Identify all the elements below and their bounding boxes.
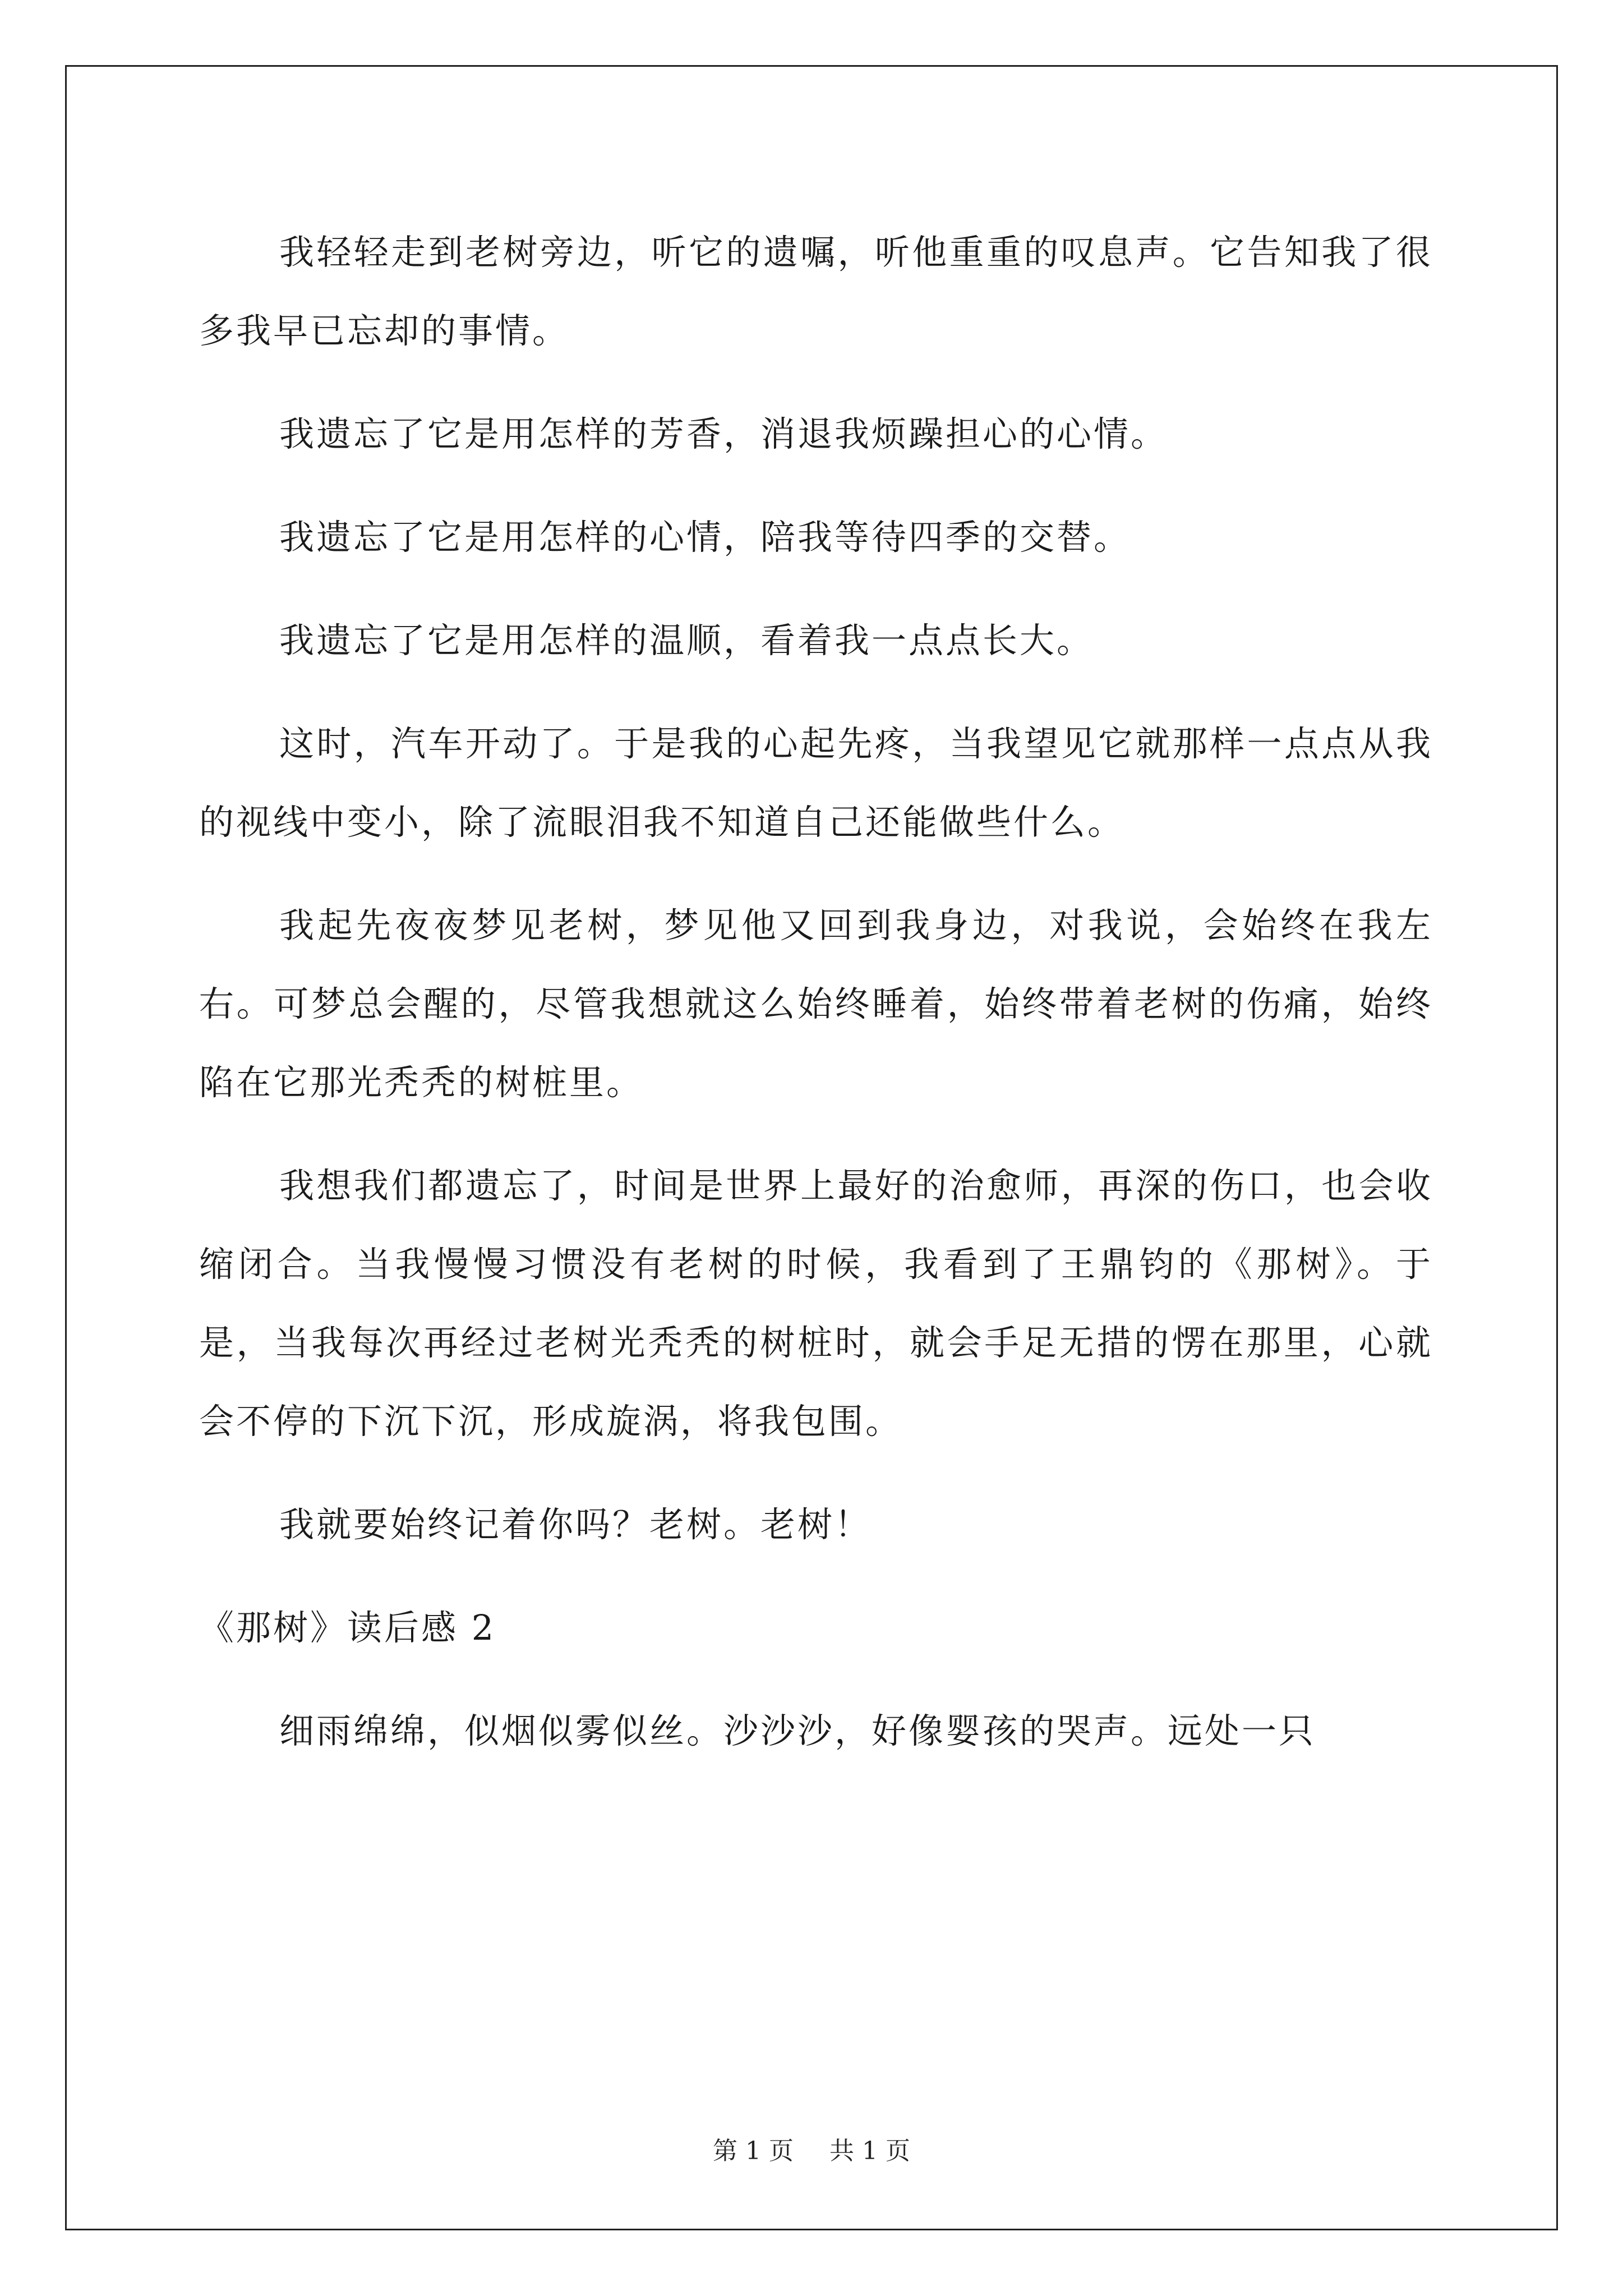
section-heading: 《那树》读后感 2 [199,1607,496,1648]
paragraph-8: 我就要始终记着你吗？老树。老树！ [279,1504,872,1545]
paragraph-5: 这时，汽车开动了。于是我的心起先疼，当我望见它就那样一点点从我的视线中变小，除了流眼泪我不知道自己还能做些什么。 [199,723,1433,843]
page-footer [0,2134,1623,2168]
paragraph-9: 细雨绵绵，似烟似雾似丝。沙沙沙，好像婴孩的哭声。远处一只 [279,1710,1316,1751]
page-total: 共 1 页 [829,2137,910,2165]
paragraph-6: 我起先夜夜梦见老树，梦见他又回到我身边，对我说，会始终在我左右。可梦总会醒的，尽管我想就这么始终睡着，始终带着老树的伤痛，始终陷在它那光秃秃的树桩里。 [199,905,1433,1103]
document-body [199,213,1433,1795]
paragraph-4: 我遗忘了它是用怎样的温顺，看着我一点点长大。 [279,620,1094,661]
page-number: 第 1 页 [713,2137,794,2165]
paragraph-7: 我想我们都遗忘了，时间是世界上最好的治愈师，再深的伤口，也会收缩闭合。当我慢慢习惯没有老树的时候，我看到了王鼎钧的《那树》。于是，当我每次再经过老树光秃秃的树桩时，就会手足无措的愣在那里，心就会不停的下沉下沉，形成旋涡，将我包围。 [199,1165,1433,1442]
paragraph-2: 我遗忘了它是用怎样的芳香，消退我烦躁担心的心情。 [279,413,1168,454]
paragraph-1: 我轻轻走到老树旁边，听它的遗嘱，听他重重的叹息声。它告知我了很多我早已忘却的事情。 [199,232,1433,351]
paragraph-3: 我遗忘了它是用怎样的心情，陪我等待四季的交替。 [279,517,1131,558]
